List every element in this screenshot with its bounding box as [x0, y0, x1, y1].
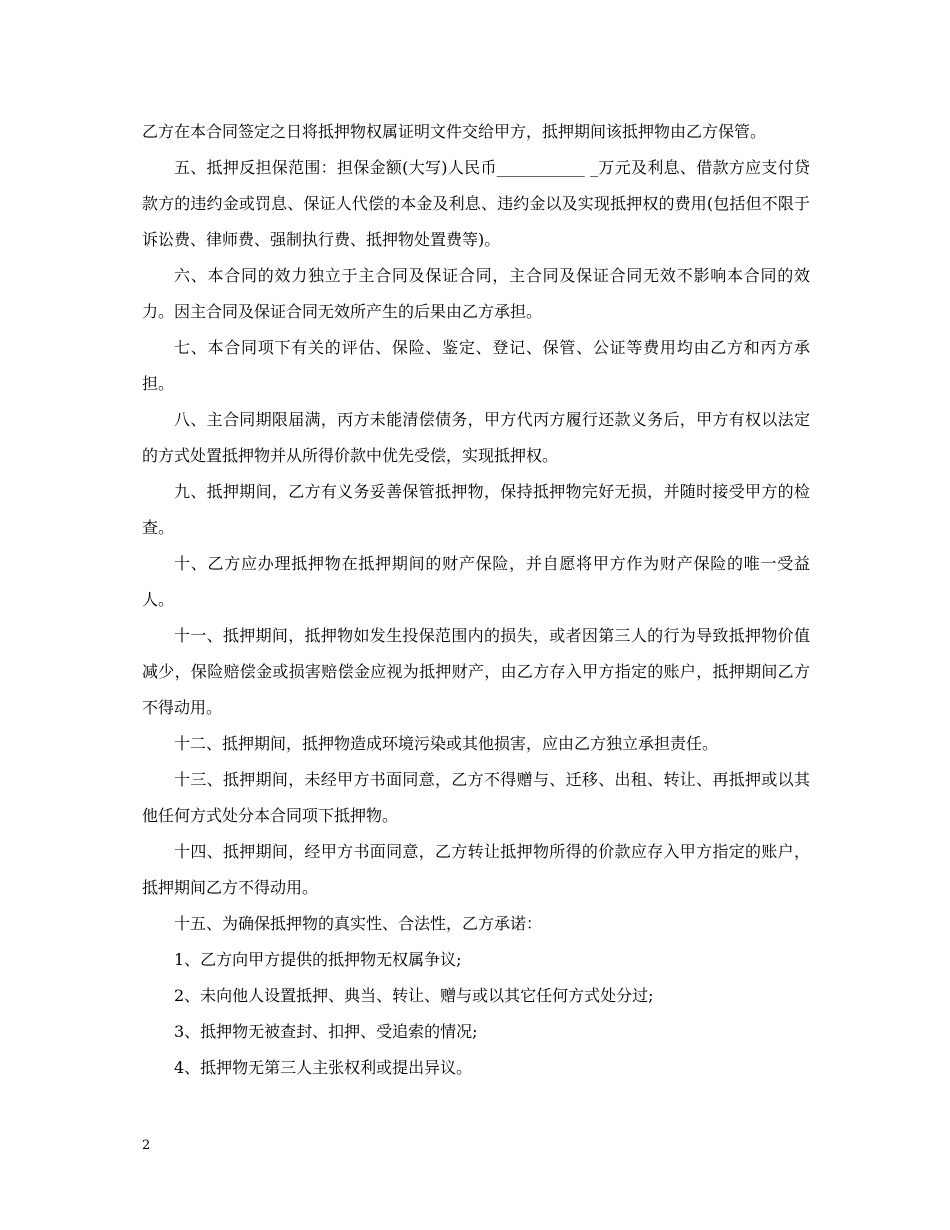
clause-13: 十三、抵押期间，未经甲方书面同意，乙方不得赠与、迁移、出租、转让、再抵押或以其他任何方式处分本合同项下抵押物。	[142, 770, 810, 825]
clause-9: 九、抵押期间，乙方有义务妥善保管抵押物，保持抵押物完好无损，并随时接受甲方的检查。	[142, 482, 810, 537]
clause-6: 六、本合同的效力独立于主合同及保证合同，主合同及保证合同无效不影响本合同的效力。因主合同及保证合同无效所产生的后果由乙方承担。	[142, 266, 810, 321]
commitment-item-4: 4、抵押物无第三人主张权利或提出异议。	[174, 1058, 473, 1077]
commitment-item-3: 3、抵押物无被查封、扣押、受追索的情况;	[174, 1022, 478, 1041]
clause-12: 十二、抵押期间，抵押物造成环境污染或其他损害，应由乙方独立承担责任。	[174, 734, 719, 753]
clause-14: 十四、抵押期间，经甲方书面同意，乙方转让抵押物所得的价款应存入甲方指定的账户，抵押期间乙方不得动用。	[142, 842, 810, 897]
clause-8: 八、主合同期限届满，丙方未能清偿债务，甲方代丙方履行还款义务后，甲方有权以法定的方式处置抵押物并从所得价款中优先受偿，实现抵押权。	[142, 410, 810, 465]
contract-body	[142, 114, 810, 1086]
clause-11: 十一、抵押期间，抵押物如发生投保范围内的损失，或者因第三人的行为导致抵押物价值减少，保险赔偿金或损害赔偿金应视为抵押财产，由乙方存入甲方指定的账户，抵押期间乙方不得动用。	[142, 626, 810, 717]
clause-10: 十、乙方应办理抵押物在抵押期间的财产保险，并自愿将甲方作为财产保险的唯一受益人。	[142, 554, 810, 609]
page-number: 2	[142, 1138, 151, 1153]
clause-7: 七、本合同项下有关的评估、保险、鉴定、登记、保管、公证等费用均由乙方和丙方承担。	[142, 338, 810, 393]
clause-5: 五、抵押反担保范围：担保金额(大写)人民币___________ _万元及利息、借款方应支付贷款方的违约金或罚息、保证人代偿的本金及利息、违约金以及实现抵押权的费用(包括但不限于诉讼费、律师费、强制执行费、抵押物处置费等)。	[142, 158, 810, 249]
commitment-item-1: 1、乙方向甲方提供的抵押物无权属争议;	[174, 950, 462, 969]
commitment-item-2: 2、未向他人设置抵押、典当、转让、赠与或以其它任何方式处分过;	[174, 986, 654, 1005]
clause-15: 十五、为确保抵押物的真实性、合法性，乙方承诺：	[174, 914, 543, 933]
paragraph-continuation: 乙方在本合同签定之日将抵押物权属证明文件交给甲方，抵押期间该抵押物由乙方保管。	[142, 122, 767, 141]
